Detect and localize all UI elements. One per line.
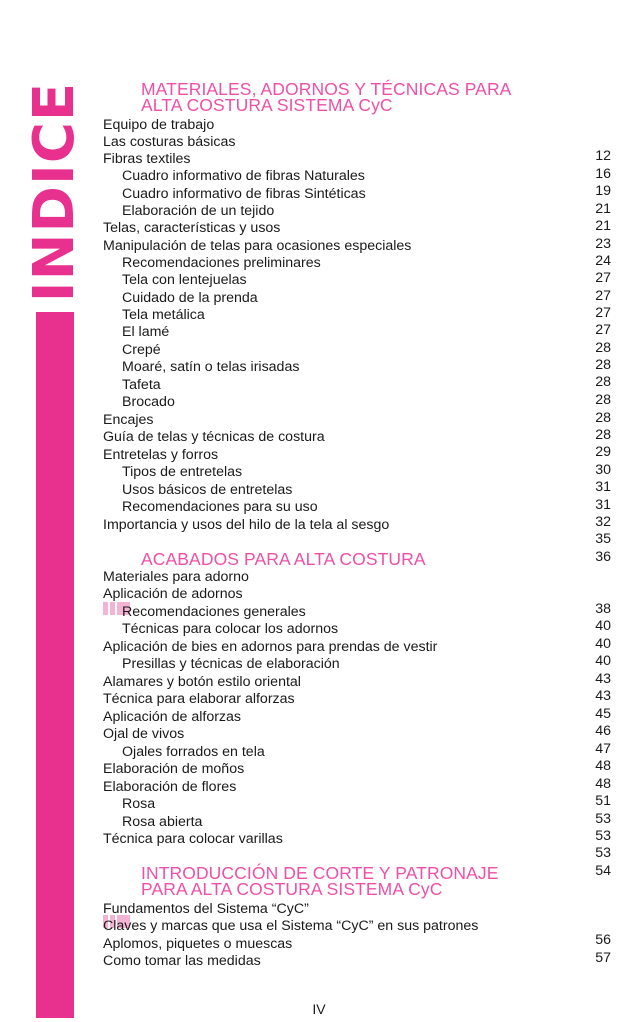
page-number: 12 xyxy=(595,148,611,164)
page-number: 28 xyxy=(595,374,611,390)
toc-entry: Tela con lentejuelas xyxy=(122,272,247,288)
toc-entry: Crepé xyxy=(122,342,161,358)
page-number: 28 xyxy=(595,340,611,356)
sidebar-title-text: INDICE xyxy=(22,81,87,303)
page-number: 28 xyxy=(595,427,611,443)
section-title-line: MATERIALES, ADORNOS Y TÉCNICAS PARA xyxy=(141,79,512,99)
page-number: 54 xyxy=(595,863,611,879)
toc-entry: Ojal de vivos xyxy=(103,726,185,742)
page-number: 32 xyxy=(595,514,611,530)
page-number: 28 xyxy=(595,357,611,373)
page-number: 30 xyxy=(595,462,611,478)
toc-entry: Cuidado de la prenda xyxy=(122,290,258,306)
page-number: 27 xyxy=(595,288,611,304)
toc-entry: Aplicación de alforzas xyxy=(103,709,242,725)
section-title-line: ACABADOS PARA ALTA COSTURA xyxy=(141,549,426,569)
page-number: 31 xyxy=(595,479,611,495)
toc-entry: Brocado xyxy=(122,394,175,410)
page-number: 19 xyxy=(595,183,611,199)
toc-entry: Moaré, satín o telas irisadas xyxy=(122,359,300,375)
toc-entry: Elaboración de moños xyxy=(103,761,245,777)
toc-entry: Usos básicos de entretelas xyxy=(122,482,293,498)
page-number: 48 xyxy=(595,776,611,792)
page-number: 40 xyxy=(595,636,611,652)
page-number: 45 xyxy=(595,706,611,722)
page-number: 57 xyxy=(595,950,611,966)
toc-entry: Como tomar las medidas xyxy=(103,953,261,969)
page-number: 53 xyxy=(595,828,611,844)
page-number: 27 xyxy=(595,270,611,286)
page-number: 35 xyxy=(595,531,611,547)
toc-entry: Importancia y usos del hilo de la tela al sesgo xyxy=(103,517,390,533)
toc-entry: Técnica para elaborar alforzas xyxy=(103,691,295,707)
toc-entry: Rosa xyxy=(122,796,156,812)
page-number: 43 xyxy=(595,671,611,687)
toc-entry: Rosa abierta xyxy=(122,814,203,830)
toc-entry: Recomendaciones preliminares xyxy=(122,255,321,271)
page-number: 47 xyxy=(595,741,611,757)
page-number: 53 xyxy=(595,811,611,827)
page-number: 21 xyxy=(595,201,611,217)
toc-entry: Aplomos, piquetes o muescas xyxy=(103,936,293,952)
page-number-footer: IV xyxy=(312,1001,326,1017)
toc-entry: Elaboración de flores xyxy=(103,779,237,795)
page-number: 28 xyxy=(595,410,611,426)
toc-entry: Aplicación de adornos xyxy=(103,586,243,602)
toc-entry: Ojales forrados en tela xyxy=(122,744,265,760)
section-title-acabados xyxy=(141,551,426,567)
page-number: 28 xyxy=(595,392,611,408)
page-number: 38 xyxy=(595,601,611,617)
toc-entry: Recomendaciones para su uso xyxy=(122,499,318,515)
toc-entry: Guía de telas y técnicas de costura xyxy=(103,429,325,445)
section-title-line: PARA ALTA COSTURA SISTEMA CyC xyxy=(141,879,443,899)
toc-entry: Encajes xyxy=(103,412,154,428)
page-number: 27 xyxy=(595,322,611,338)
page-number: 43 xyxy=(595,688,611,704)
toc-entry: Fundamentos del Sistema “CyC” xyxy=(103,901,309,917)
toc-entry: Equipo de trabajo xyxy=(103,117,215,133)
toc-entry: Elaboración de un tejido xyxy=(122,203,275,219)
page-number: 27 xyxy=(595,305,611,321)
toc-entry: Tela metálica xyxy=(122,307,205,323)
toc-entry: Manipulación de telas para ocasiones especiales xyxy=(103,238,412,254)
page-number: 53 xyxy=(595,845,611,861)
toc-entry: Entretelas y forros xyxy=(103,447,219,463)
toc-entry: Tafeta xyxy=(122,377,161,393)
page-number: 40 xyxy=(595,653,611,669)
page-number: 16 xyxy=(595,166,611,182)
page-number: 56 xyxy=(595,932,611,948)
page-number: 48 xyxy=(595,758,611,774)
section-title-materiales xyxy=(141,81,511,113)
page-number: 51 xyxy=(595,793,611,809)
page-number: 24 xyxy=(595,253,611,269)
page-number: 36 xyxy=(595,549,611,565)
toc-entry: Técnica para colocar varillas xyxy=(103,831,283,847)
page-number: 31 xyxy=(595,497,611,513)
toc-entry: Recomendaciones generales xyxy=(122,604,306,620)
toc-entry: El lamé xyxy=(122,324,170,340)
toc-entry: Las costuras básicas xyxy=(103,134,236,150)
toc-entry: Claves y marcas que usa el Sistema “CyC” en sus patrones xyxy=(103,918,479,934)
page-number: 40 xyxy=(595,618,611,634)
toc-entry: Presillas y técnicas de elaboración xyxy=(122,656,340,672)
toc-entry: Tipos de entretelas xyxy=(122,464,243,480)
toc-entry: Cuadro informativo de fibras Sintéticas xyxy=(122,186,366,202)
page-number: 46 xyxy=(595,723,611,739)
section-title-line: INTRODUCCIÓN DE CORTE Y PATRONAJE xyxy=(141,863,499,883)
section-title-line: ALTA COSTURA SISTEMA CyC xyxy=(141,95,393,115)
section-title-introduccion xyxy=(141,865,499,897)
toc-entry: Cuadro informativo de fibras Naturales xyxy=(122,168,365,184)
sidebar-title xyxy=(22,72,87,312)
page-number: 21 xyxy=(595,218,611,234)
toc-entry: Fibras textiles xyxy=(103,151,191,167)
page-number: 29 xyxy=(595,444,611,460)
toc-entry: Técnicas para colocar los adornos xyxy=(122,621,339,637)
toc-entry: Alamares y botón estilo oriental xyxy=(103,674,301,690)
page-number: 23 xyxy=(595,236,611,252)
toc-entry: Telas, características y usos xyxy=(103,220,281,236)
toc-entry: Aplicación de bies en adornos para prendas de vestir xyxy=(103,639,438,655)
toc-entry: Materiales para adorno xyxy=(103,569,249,585)
